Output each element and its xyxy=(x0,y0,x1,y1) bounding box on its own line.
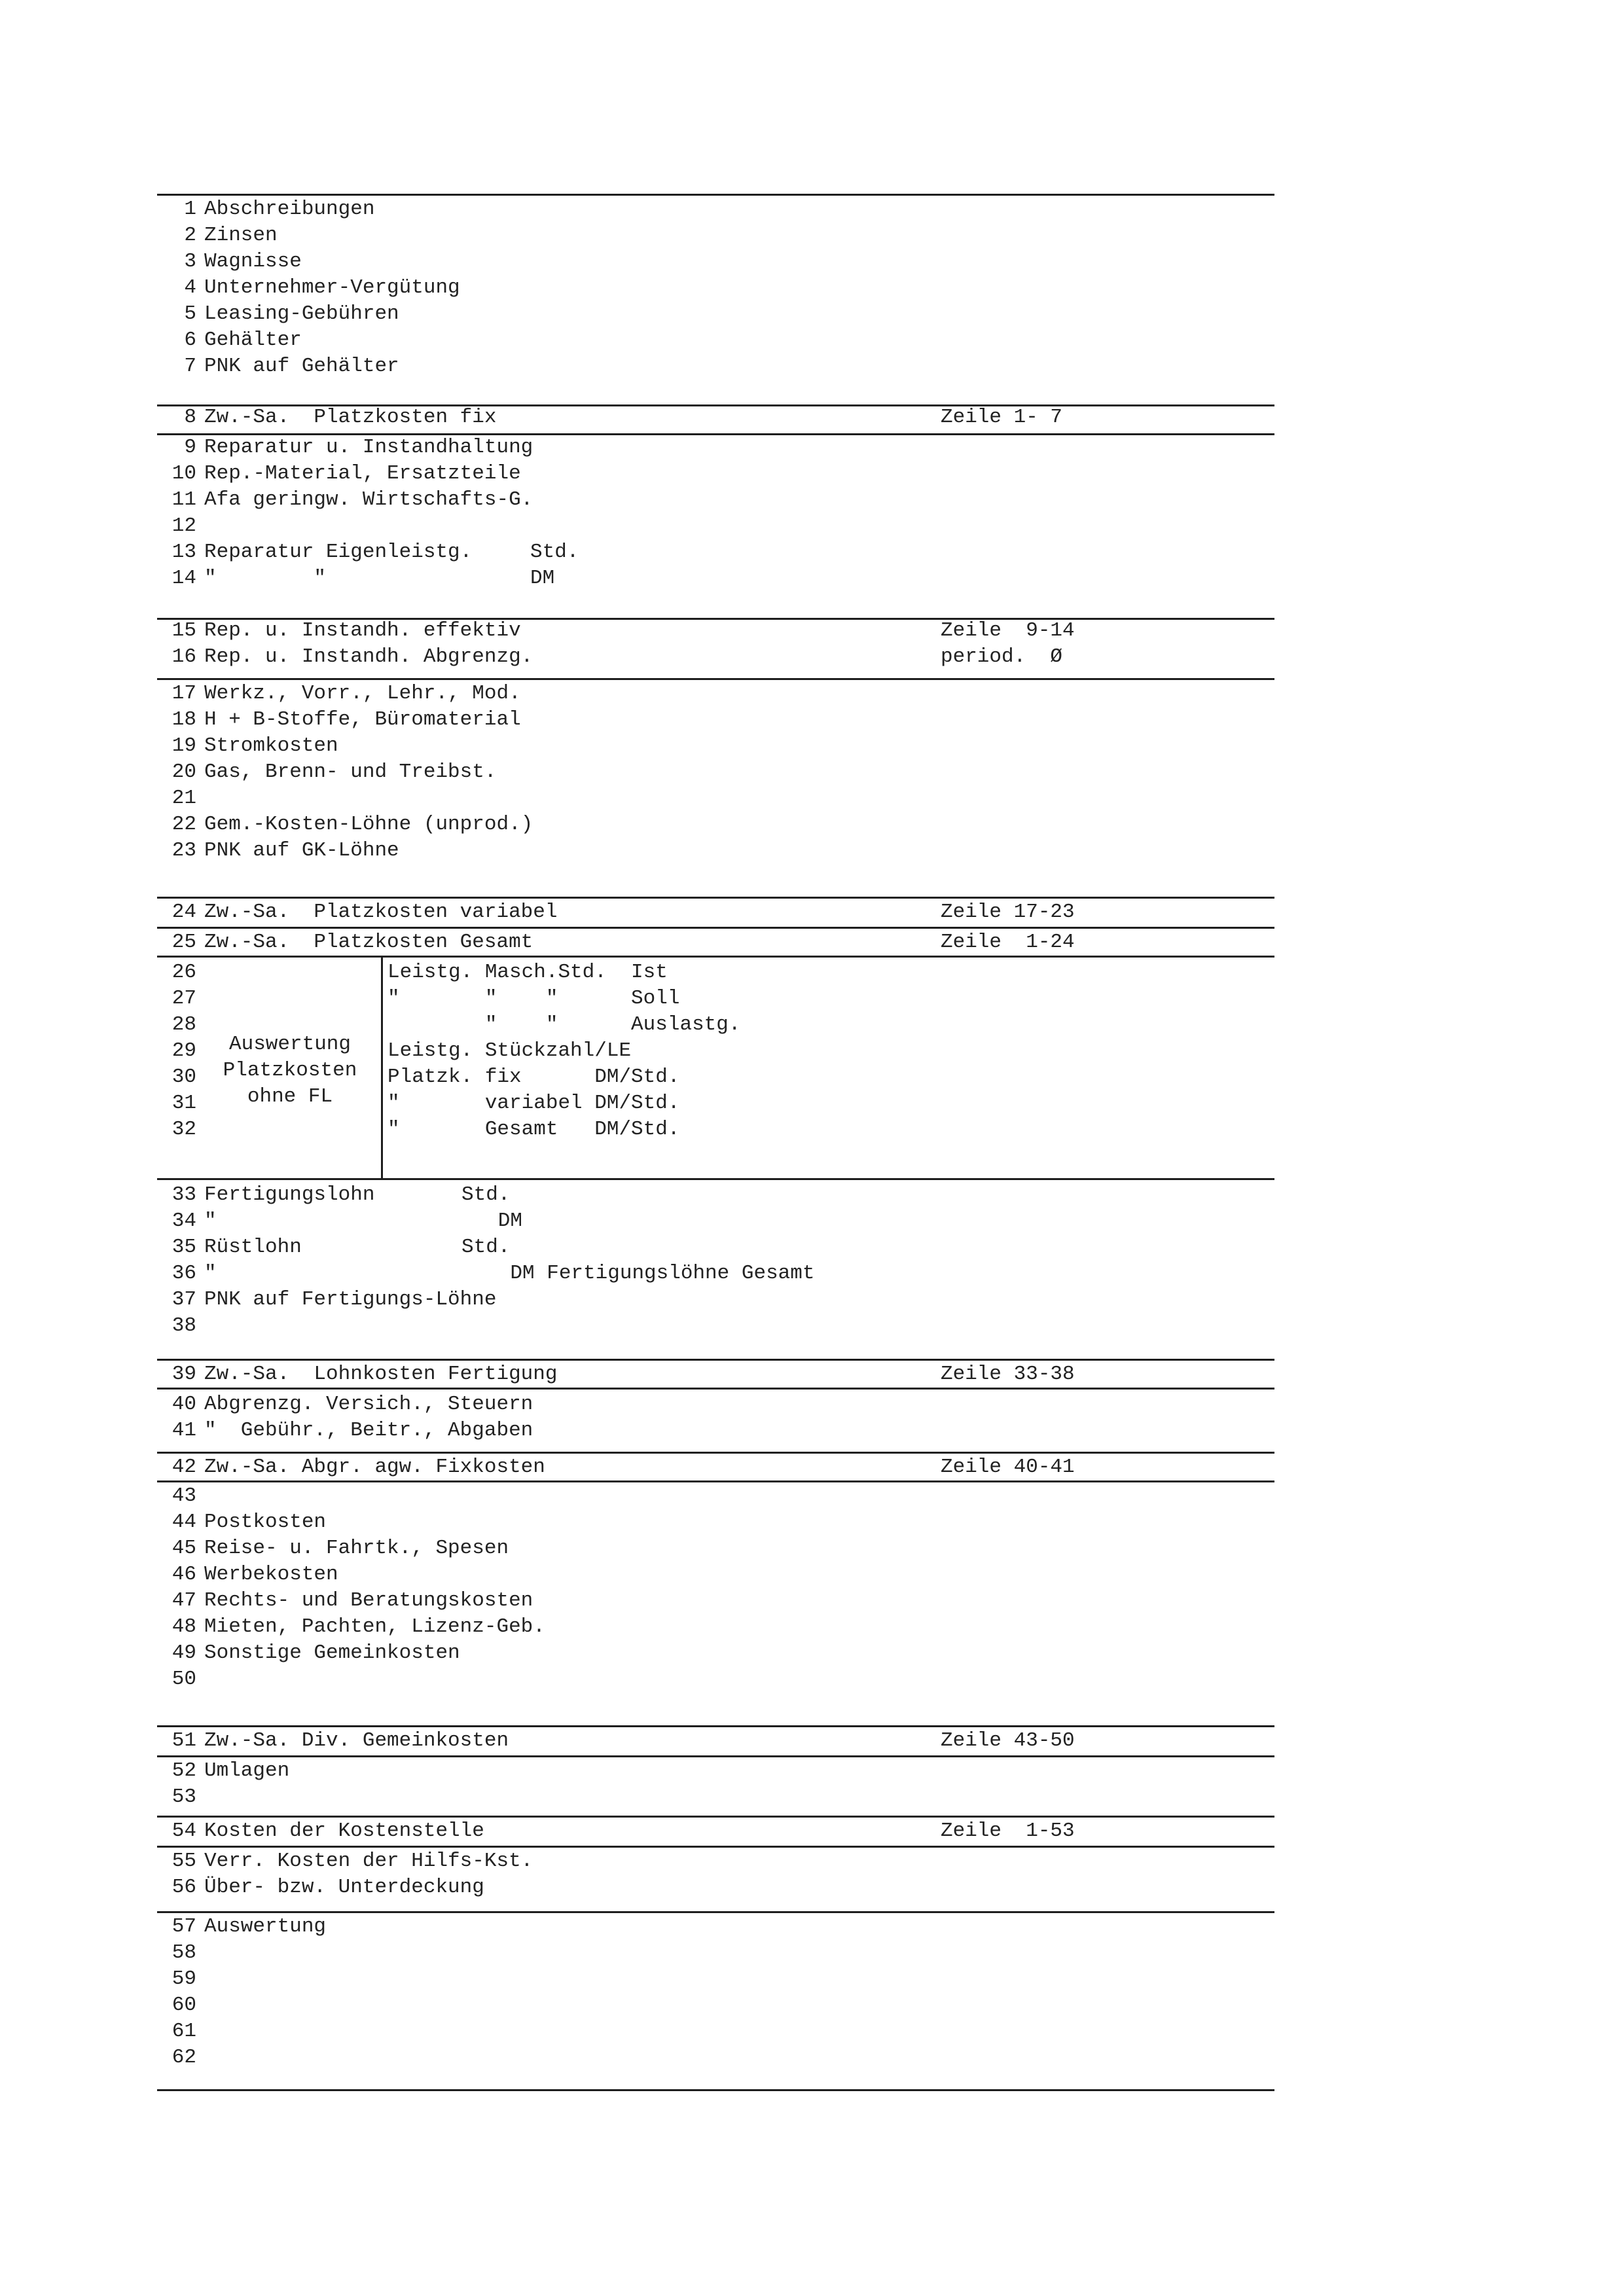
table-rule xyxy=(157,1452,1274,1454)
row-number: 31 xyxy=(171,1092,196,1115)
row-number: 1 xyxy=(184,198,196,221)
row-number: 19 xyxy=(171,734,196,757)
row-number: 12 xyxy=(171,514,196,537)
row-label: " " " Soll xyxy=(388,987,680,1010)
row-reference: Zeile 43-50 xyxy=(941,1729,1075,1752)
row-label: Gas, Brenn- und Treibst. xyxy=(204,761,497,783)
row-unit: DM Fertigungslöhne Gesamt xyxy=(461,1262,815,1285)
table-rule xyxy=(157,1816,1274,1818)
row-number: 2 xyxy=(184,224,196,247)
row-label: " xyxy=(204,1262,217,1285)
row-label: Rep. u. Instandh. Abgrenzg. xyxy=(204,645,533,668)
row-reference: period. Ø xyxy=(941,645,1063,668)
row-label: Verr. Kosten der Hilfs-Kst. xyxy=(204,1850,533,1873)
row-reference: Zeile 17-23 xyxy=(941,901,1075,924)
table-rule xyxy=(157,1480,1274,1482)
row-number: 22 xyxy=(171,813,196,836)
row-unit: Std. xyxy=(461,1236,511,1259)
row-label: Zw.-Sa. Lohnkosten Fertigung xyxy=(204,1363,558,1386)
row-number: 28 xyxy=(171,1013,196,1036)
row-number: 42 xyxy=(171,1456,196,1479)
row-unit: Std. xyxy=(461,1183,511,1206)
row-number: 25 xyxy=(171,931,196,954)
row-reference: Zeile 33-38 xyxy=(941,1363,1075,1386)
row-label: Rep.-Material, Ersatzteile xyxy=(204,462,521,485)
row-label: Leasing-Gebühren xyxy=(204,302,399,325)
row-number: 14 xyxy=(171,567,196,590)
row-number: 60 xyxy=(171,1994,196,2017)
row-number: 27 xyxy=(171,987,196,1010)
row-number: 11 xyxy=(171,488,196,511)
row-number: 58 xyxy=(171,1941,196,1964)
row-reference: Zeile 9-14 xyxy=(941,619,1075,642)
row-number: 36 xyxy=(171,1262,196,1285)
row-number: 3 xyxy=(184,250,196,273)
table-rule xyxy=(157,194,1274,196)
row-number: 34 xyxy=(171,1210,196,1232)
row-number: 39 xyxy=(171,1363,196,1386)
row-number: 55 xyxy=(171,1850,196,1873)
row-label: Reparatur u. Instandhaltung xyxy=(204,436,533,459)
row-number: 6 xyxy=(184,329,196,351)
row-number: 21 xyxy=(171,787,196,810)
row-number: 51 xyxy=(171,1729,196,1752)
row-number: 59 xyxy=(171,1967,196,1990)
row-number: 54 xyxy=(171,1820,196,1842)
row-label: Werbekosten xyxy=(204,1563,338,1586)
row-label: PNK auf Fertigungs-Löhne xyxy=(204,1288,497,1311)
row-label: Reparatur Eigenleistg. xyxy=(204,541,473,564)
row-label: " Gebühr., Beitr., Abgaben xyxy=(204,1419,533,1442)
row-label: Rep. u. Instandh. effektiv xyxy=(204,619,521,642)
row-number: 5 xyxy=(184,302,196,325)
row-number: 44 xyxy=(171,1511,196,1534)
row-number: 50 xyxy=(171,1668,196,1691)
row-number: 41 xyxy=(171,1419,196,1442)
row-label: Auswertung xyxy=(204,1915,327,1938)
row-label: Platzk. fix DM/Std. xyxy=(388,1066,680,1088)
row-number: 33 xyxy=(171,1183,196,1206)
table-rule xyxy=(157,1725,1274,1727)
table-rule xyxy=(157,1911,1274,1913)
row-label: Zw.-Sa. Div. Gemeinkosten xyxy=(204,1729,509,1752)
table-rule xyxy=(157,1846,1274,1848)
table-rule xyxy=(157,1755,1274,1757)
row-number: 9 xyxy=(184,436,196,459)
row-number: 4 xyxy=(184,276,196,299)
row-label: Rüstlohn xyxy=(204,1236,302,1259)
row-label: Gehälter xyxy=(204,329,302,351)
row-label: Leistg. Stückzahl/LE xyxy=(388,1039,632,1062)
row-label: Afa geringw. Wirtschafts-G. xyxy=(204,488,533,511)
row-number: 57 xyxy=(171,1915,196,1938)
row-number: 10 xyxy=(171,462,196,485)
table-rule xyxy=(157,956,1274,958)
row-label: Zw.-Sa. Platzkosten Gesamt xyxy=(204,931,533,954)
row-label: " variabel DM/Std. xyxy=(388,1092,680,1115)
row-label: Werkz., Vorr., Lehr., Mod. xyxy=(204,682,521,705)
row-label: Fertigungslohn xyxy=(204,1183,375,1206)
row-label: Gem.-Kosten-Löhne (unprod.) xyxy=(204,813,533,836)
table-rule xyxy=(157,678,1274,680)
row-number: 35 xyxy=(171,1236,196,1259)
row-label: " " xyxy=(204,567,327,590)
row-reference: Zeile 40-41 xyxy=(941,1456,1075,1479)
box-label: Platzkosten xyxy=(223,1059,357,1082)
row-number: 38 xyxy=(171,1314,196,1337)
table-rule xyxy=(157,897,1274,899)
row-label: Rechts- und Beratungskosten xyxy=(204,1589,533,1612)
row-label: " Gesamt DM/Std. xyxy=(388,1118,680,1141)
row-label: Wagnisse xyxy=(204,250,302,273)
row-number: 61 xyxy=(171,2020,196,2043)
row-number: 37 xyxy=(171,1288,196,1311)
row-number: 43 xyxy=(171,1484,196,1507)
row-number: 52 xyxy=(171,1759,196,1782)
row-number: 15 xyxy=(171,619,196,642)
row-number: 17 xyxy=(171,682,196,705)
row-label: Kosten der Kostenstelle xyxy=(204,1820,484,1842)
row-label: Mieten, Pachten, Lizenz-Geb. xyxy=(204,1615,545,1638)
row-number: 29 xyxy=(171,1039,196,1062)
row-number: 7 xyxy=(184,355,196,378)
row-label: Postkosten xyxy=(204,1511,327,1534)
row-number: 47 xyxy=(171,1589,196,1612)
row-number: 24 xyxy=(171,901,196,924)
box-label: ohne FL xyxy=(247,1085,333,1108)
row-unit: DM xyxy=(530,567,555,590)
row-unit: DM xyxy=(461,1210,523,1232)
row-number: 18 xyxy=(171,708,196,731)
table-rule xyxy=(157,1359,1274,1361)
row-number: 13 xyxy=(171,541,196,564)
row-label: H + B-Stoffe, Büromaterial xyxy=(204,708,521,731)
row-number: 53 xyxy=(171,1785,196,1808)
row-number: 46 xyxy=(171,1563,196,1586)
row-number: 16 xyxy=(171,645,196,668)
row-number: 26 xyxy=(171,961,196,984)
table-rule xyxy=(157,1178,1274,1180)
table-rule xyxy=(157,433,1274,435)
row-label: PNK auf Gehälter xyxy=(204,355,399,378)
table-rule xyxy=(157,2089,1274,2091)
row-label: Leistg. Masch.Std. Ist xyxy=(388,961,668,984)
box-label: Auswertung xyxy=(228,1033,352,1056)
row-label: Stromkosten xyxy=(204,734,338,757)
row-label: " xyxy=(204,1210,217,1232)
row-number: 49 xyxy=(171,1641,196,1664)
row-label: Zw.-Sa. Platzkosten variabel xyxy=(204,901,558,924)
row-number: 20 xyxy=(171,761,196,783)
row-reference: Zeile 1- 7 xyxy=(941,406,1063,429)
row-label: Reise- u. Fahrtk., Spesen xyxy=(204,1537,509,1560)
box-divider xyxy=(381,956,383,1178)
row-label: PNK auf GK-Löhne xyxy=(204,839,399,862)
row-label: Unternehmer-Vergütung xyxy=(204,276,460,299)
row-label: Umlagen xyxy=(204,1759,290,1782)
table-rule xyxy=(157,927,1274,929)
row-label: Abgrenzg. Versich., Steuern xyxy=(204,1393,533,1416)
row-label: Zw.-Sa. Platzkosten fix xyxy=(204,406,497,429)
row-number: 30 xyxy=(171,1066,196,1088)
row-label: Sonstige Gemeinkosten xyxy=(204,1641,460,1664)
row-number: 45 xyxy=(171,1537,196,1560)
row-label: Über- bzw. Unterdeckung xyxy=(204,1876,484,1899)
row-number: 48 xyxy=(171,1615,196,1638)
row-number: 62 xyxy=(171,2046,196,2069)
row-unit: Std. xyxy=(530,541,579,564)
row-label: Zw.-Sa. Abgr. agw. Fixkosten xyxy=(204,1456,545,1479)
row-number: 23 xyxy=(171,839,196,862)
row-label: " " Auslastg. xyxy=(388,1013,741,1036)
row-reference: Zeile 1-24 xyxy=(941,931,1075,954)
row-number: 56 xyxy=(171,1876,196,1899)
table-rule xyxy=(157,1388,1274,1390)
row-number: 40 xyxy=(171,1393,196,1416)
row-number: 8 xyxy=(184,406,196,429)
row-reference: Zeile 1-53 xyxy=(941,1820,1075,1842)
row-number: 32 xyxy=(171,1118,196,1141)
row-label: Abschreibungen xyxy=(204,198,375,221)
row-label: Zinsen xyxy=(204,224,278,247)
